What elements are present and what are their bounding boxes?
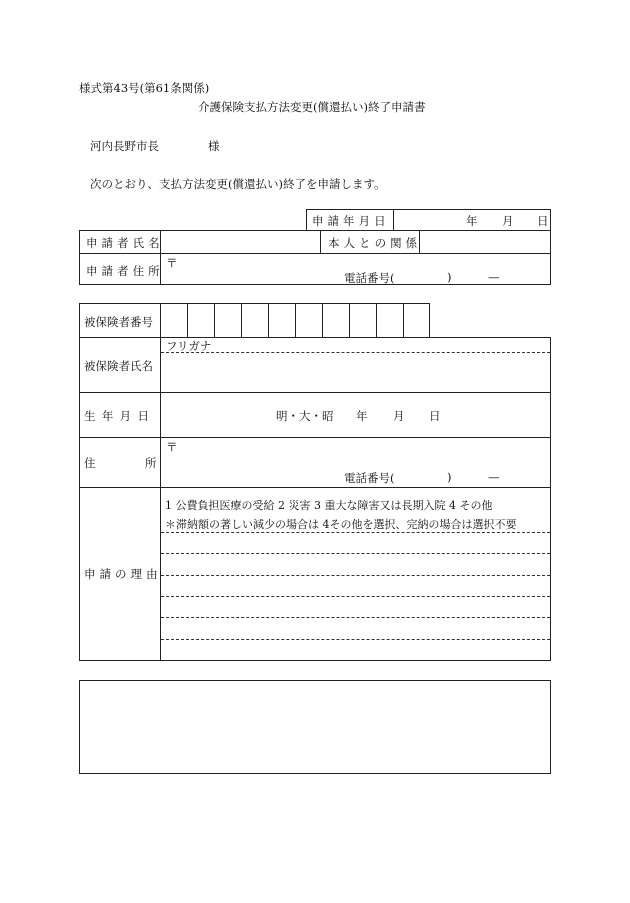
- honorific: 様: [208, 139, 220, 153]
- form-number: 様式第43号(第61条関係): [79, 81, 210, 95]
- applicant-name-label: 申請者氏名: [86, 236, 164, 250]
- relation-input[interactable]: [421, 232, 549, 252]
- applicant-name-input[interactable]: [162, 232, 318, 252]
- birth-day-unit: 日: [429, 409, 441, 423]
- postal-mark: 〒: [166, 440, 178, 454]
- application-date-input[interactable]: [400, 210, 460, 230]
- insured-address-label-b: 所: [145, 456, 157, 470]
- phone-dash: —: [488, 270, 500, 284]
- birth-month-unit: 月: [393, 409, 405, 423]
- date-year-unit: 年: [466, 214, 478, 228]
- insured-number-digit[interactable]: [161, 304, 187, 337]
- relation-label: 本人との関係: [328, 236, 422, 250]
- remarks-box[interactable]: [79, 680, 551, 774]
- phone-label: 電話番号(: [344, 271, 395, 285]
- insured-address-label-a: 住: [84, 456, 96, 470]
- insured-number-digit[interactable]: [377, 304, 403, 337]
- insured-number-digit[interactable]: [269, 304, 295, 337]
- phone-close: ): [447, 270, 452, 284]
- furigana-input[interactable]: [162, 339, 548, 351]
- insured-number-digit[interactable]: [242, 304, 268, 337]
- birth-year-unit: 年: [356, 409, 368, 423]
- reason-detail-input[interactable]: [162, 534, 548, 659]
- postal-mark: 〒: [166, 256, 178, 270]
- applicant-phone-input[interactable]: [400, 270, 444, 284]
- addressee: 河内長野市長: [90, 139, 159, 153]
- insured-number-digit[interactable]: [188, 304, 214, 337]
- application-statement: 次のとおり、支払方法変更(償還払い)終了を申請します。: [90, 177, 386, 191]
- reason-note: ＊滞納額の著しい減少の場合は 4その他を選択、完納の場合は選択不要: [165, 518, 517, 531]
- applicant-address-label: 申請者住所: [86, 264, 164, 278]
- page-title: 介護保険支払方法変更(償還払い)終了申請書: [198, 100, 426, 114]
- birth-date-label: 生年月日: [84, 409, 156, 423]
- reason-options[interactable]: 1 公費負担医療の受給 2 災害 3 重大な障害又は長期入院 4 その他: [165, 499, 493, 512]
- insured-number-label: 被保険者番号: [84, 315, 153, 329]
- phone-close: ): [447, 470, 452, 484]
- insured-phone-input[interactable]: [400, 470, 444, 484]
- applicant-address-input[interactable]: [178, 255, 548, 269]
- era-options[interactable]: 明・大・昭: [276, 409, 334, 423]
- insured-name-label: 被保険者氏名: [84, 359, 153, 373]
- insured-number-digit[interactable]: [323, 304, 349, 337]
- insured-number-digit[interactable]: [350, 304, 376, 337]
- furigana-label: フリガナ: [166, 339, 212, 353]
- application-date-label: 申請年月日: [312, 214, 390, 228]
- insured-address-input[interactable]: [178, 440, 548, 466]
- insured-number-digit[interactable]: [404, 304, 429, 337]
- date-day-unit: 日: [537, 214, 549, 228]
- insured-number-digit[interactable]: [296, 304, 322, 337]
- date-month-unit: 月: [502, 214, 514, 228]
- phone-dash: —: [488, 470, 500, 484]
- insured-number-digit[interactable]: [215, 304, 241, 337]
- phone-label: 電話番号(: [344, 471, 395, 485]
- reason-label: 申請の理由: [84, 567, 162, 581]
- insured-name-input[interactable]: [162, 355, 548, 390]
